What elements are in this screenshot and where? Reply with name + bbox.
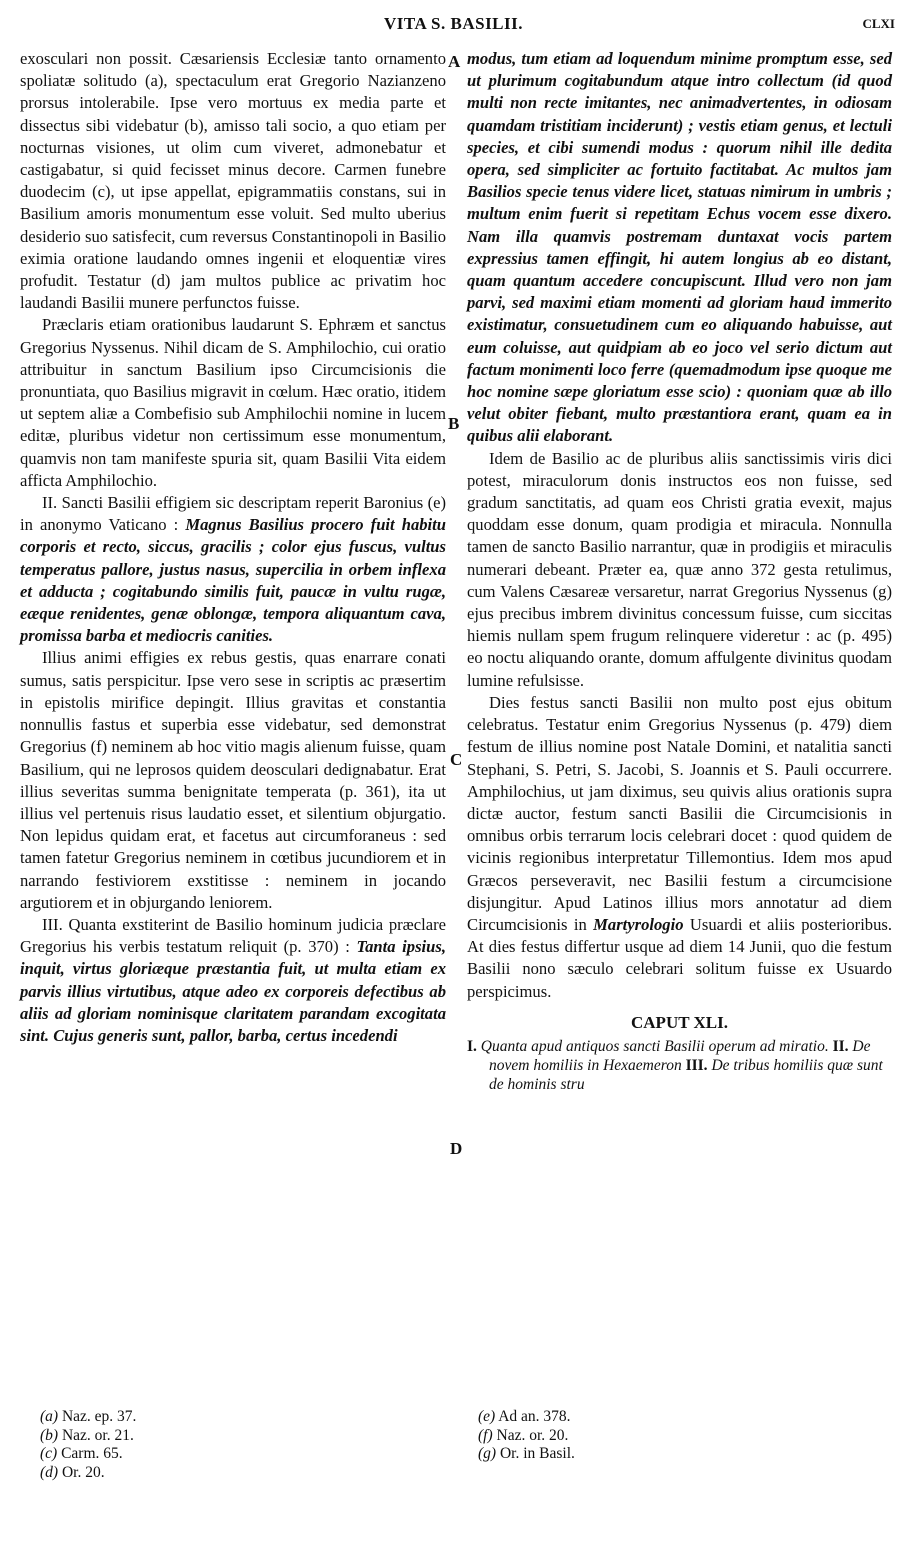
footnote-text: Naz. or. 20. (496, 1426, 569, 1444)
footnote-mark: (a) (40, 1408, 59, 1425)
summary-number: III. (685, 1056, 708, 1074)
quotation: Magnus Basilius procero fuit habitu corporis et recto, siccus, gracilis ; color ejus fuscus, vultus temperatus pallore, justus nasus, supercilia in orbem inflexa et adducta ; cogitabundo similis fuit, paucæ in vultu rugæ, eæque renidentes, genæ oblongæ, tempora aliquantum cava, promissa barba et mediocris canities. (20, 515, 446, 646)
chapter-heading: CAPUT XLI. (631, 1012, 728, 1032)
footnote-text: Naz. or. 21. (61, 1426, 134, 1444)
footnote (478, 1445, 575, 1464)
left-column (20, 48, 446, 1047)
chapter-summary (467, 1037, 892, 1094)
footnote (478, 1408, 575, 1427)
footnote-text: Ad an. 378. (498, 1408, 571, 1425)
summary-number: I. (467, 1037, 477, 1055)
footnote (40, 1427, 136, 1446)
footnotes-left (40, 1408, 136, 1482)
margin-letter-a: A (448, 52, 461, 71)
page-number: CLXI (862, 16, 895, 31)
work-title: Martyrologio (593, 914, 684, 934)
page-header (0, 14, 907, 38)
footnote (40, 1445, 136, 1464)
running-title: VITA S. BASILII. (383, 14, 524, 33)
footnote (40, 1464, 136, 1483)
paragraph (20, 492, 446, 647)
footnote-text: Naz. ep. 37. (61, 1408, 137, 1425)
footnote-mark: (b) (40, 1426, 59, 1444)
footnotes-right (478, 1408, 575, 1464)
summary-text: Quanta apud antiquos sancti Basilii operum ad miratio. (480, 1037, 829, 1055)
footnote-mark: (c) (40, 1445, 58, 1462)
summary-text: De novem homiliis in Hexaemeron (489, 1037, 871, 1074)
footnote-mark: (f) (478, 1426, 493, 1444)
paragraph: exosculari non possit. Cæsariensis Ecclesiæ tanto ornamento spoliatæ solitudo (a), spectaculum erat Gregorio Nazianzeno prorsus intolerabile. Ipse vero mortuus ex media parte et dissectus sibi videbatur (b), amisso tali socio, a quo etiam per nocturnas visiones, ut olim cum viveret, admonebatur et castigabatur, si quid fecisset minus decore. Carmen funebre duodecim (c), ut ipse appellat, epigrammatiis constans, sui in Basilium amoris monumentum esse voluit. Sed multo uberius desiderio suo satisfecit, cum reversus Constantinopoli in Basilio eximia oratione laudando omnes ingenii et eloquentiæ vires profudit. Testatur (d) jam multos publice ac privatim hoc laudandi Basilii munere perfunctos fuisse. (20, 49, 446, 313)
footnote-text: Or. in Basil. (499, 1445, 575, 1462)
paragraph: Idem de Basilio ac de pluribus aliis sanctissimis viris dici potest, miraculorum donis instructos eos non fuisse, sed gradum sanctitatis, ad quam eos Christi gratia evexit, majus quoddam esse donum, quam prodigia et miracula. Nonnulla tamen de sancto Basilio narrantur, quæ in prodigiis et miraculis numerari debeant. Præter ea, quæ anno 372 gesta retulimus, cum Valens Cæsareæ versaretur, narrat Gregorius Nyssenus (g) ejus precibus imbrem divinitus concessum fuisse, cum siccitas hiemis nullam spem frugum relinquere videretur : ac (p. 495) eo noctu aliquando orante, domum affulgente divinitus quodam lumine refulsisse. (467, 448, 892, 690)
right-column (467, 48, 892, 1094)
margin-letter-c: C (450, 750, 463, 769)
quotation: modus, tum etiam ad loquendum minime promptum esse, sed ut plurimum cogitabundum atque intro collectum (id quod multi non recte imitantes, nec animadvertentes, in odiosam quamdam tristitiam inciderunt) ; vestis etiam genus, et lectuli species, et cibi sumendi modus : quorum nihil ille dedita opera, sed simpliciter ac fortuito factitabat. Ac multos jam Basilios specie tenus videre licet, statuas nimirum in umbris ; multum enim fuerit si repetitam Echus vocem esse dixero. Nam illa quamvis postremam duntaxat vocis partem expressius tamen effingit, hi autem longius ab eo distant, quam quantum accedere concupiscunt. Illud vero non jam parvi, sed maximi etiam momenti ad gloriam haud immerito existimatur, consuetudinem cum eo aliquando habuisse, aut eum coluisse, aut quidpiam ab eo joco vel serio dictum aut factum monimenti loco ferre (quemadmodum ipse quoque me hoc nomine sæpe gloriatum esse scio) : quoniam quæ ab illo velut obiter fiebant, multo præstantiora erant, quam ea in quibus alii elaborant. (467, 49, 892, 446)
footnote-text: Carm. 65. (61, 1445, 123, 1462)
footnote (478, 1427, 575, 1446)
margin-letter-b: B (448, 414, 460, 433)
margin-letter-d: D (450, 1139, 463, 1158)
paragraph-text: Dies festus sancti Basilii non multo post ejus obitum celebratus. Testatur enim Gregorius Nyssenus (p. 479) diem festum de illius nomine post Natale Domini, et natalitia sancti Stephani, S. Petri, S. Jacobi, S. Joannis et S. Pauli occurrere. Amphilochius, ut jam diximus, seu quivis alius orationis supra dictæ auctor, festum sancti Basilii die Circumcisionis in omnibus orbis terrarum locis celebrari docet : quod quidem de vicinis regionibus interpretatur Tillemontius. Idem mos apud Græcos perseveravit, nec Basilii festum a circumcisione disjungitur. Apud Latinos illius mors annotatur ad diem Circumcisionis in (467, 692, 892, 934)
paragraph-text: Usuardi et aliis posterioribus. At dies festus differtur usque ad diem 14 Junii, quo die festum Basilii nono sæculo celebrari solitum fuisse ex Usuardo perspicimus. (467, 914, 892, 1001)
footnote-text: Or. 20. (61, 1463, 105, 1481)
paragraph: Præclaris etiam orationibus laudarunt S. Ephræm et sanctus Gregorius Nyssenus. Nihil dicam de S. Amphilochio, cui oratio attribuitur in sanctum Basilium ipso Circumcisionis die pronuntiata, quo Basilius migravit in cœlum. Hæc oratio, itidem ut septem aliæ a Combefisio sub Amphilochii nomine in lucem editæ, pluribus videtur non certissimum esse monumentum, quamvis non tam manifeste spuria sit, quam Basilii Vita eidem afficta Amphilochio. (20, 315, 446, 490)
paragraph-lead: II. Sancti Basilii effigiem sic descriptam reperit Baronius (e) in anonymo Vaticano : (20, 493, 446, 535)
quotation: Tanta ipsius, inquit, virtus gloriæque præstantia fuit, ut multa etiam ex parvis illius virtutibus, atque adeo ex corporeis defectibus ab aliis ad gloriam nominisque claritatem parandam excogitata sint. Cujus generis sunt, pallor, barba, certus incedendi (20, 937, 446, 1045)
footnote-mark: (e) (478, 1408, 496, 1425)
summary-text: De tribus homiliis quæ sunt de hominis stru (489, 1056, 883, 1093)
summary-number: II. (832, 1037, 849, 1055)
footnote-mark: (d) (40, 1463, 59, 1481)
footnote-mark: (g) (478, 1445, 497, 1462)
paragraph (467, 692, 892, 1003)
paragraph: Illius animi effigies ex rebus gestis, quas enarrare conati sumus, satis perspicitur. Ipse vero sese in scriptis ac præsertim in epistolis mirifice depingit. Illius gravitas et constantia nonnullis fastus et superbia esse videbatur, sed demonstrat Gregorius (f) neminem ab hoc vitio magis alienum fuisse, quam Basilium, qui ne leprosos quidem deosculari dedignabatur. Erat illius severitas summa benignitate temperata (p. 361), ita ut illius vel pertenuis risus laudatio esset, et silentium objurgatio. Non lepidus quidam erat, et facetus aut circumforaneus : sed tamen fatetur Gregorius neminem in cœtibus jucundiorem et in narrando festiviorem exstitisse : neminem in jocando argutiorem et in objurgando leniorem. (20, 648, 446, 912)
paragraph-lead: III. Quanta exstiterint de Basilio hominum judicia præclare Gregorius his verbis testatum reliquit (p. 370) : (20, 914, 446, 957)
paragraph (20, 914, 446, 1047)
footnote (40, 1408, 136, 1427)
